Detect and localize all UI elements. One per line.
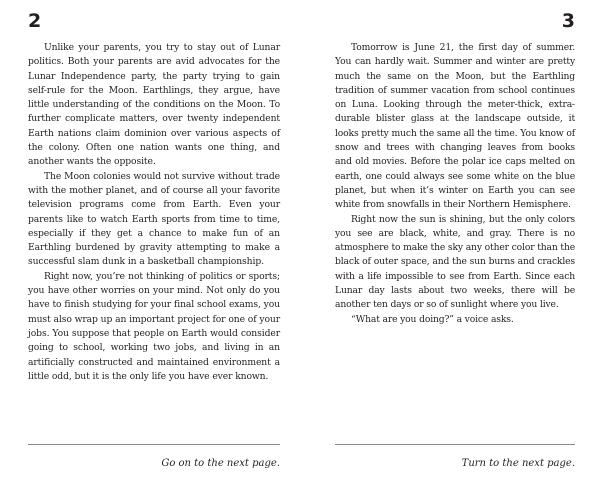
body-text bbox=[28, 41, 280, 384]
footer-instruction: Go on to the next page. bbox=[161, 458, 280, 469]
paragraph: Right now, you’re not thinking of politics or sports; you have other worries on your mind. Not only do you have to finish studying for your final school exams, you must also wrap up an important project for one of your jobs. You suppose that people on Earth would consider going to school, working two jobs, and living in an artificially constructed and maintained environment a little odd, but it is the only life you have ever known. bbox=[28, 270, 280, 382]
footer-divider bbox=[335, 444, 575, 445]
paragraph: Unlike your parents, you try to stay out of Lunar politics. Both your parents are avid advocates for the Lunar Independence party, the party trying to gain self-rule for the Moon. Earthlings, they argue, have little understanding of the conditions on the Moon. To further complicate matters, over twenty independent Earth nations claim dominion over various aspects of the colony. Often one nation wants one thing, and another wants the opposite. bbox=[28, 42, 280, 168]
body-text bbox=[335, 41, 575, 327]
paragraph: Tomorrow is June 21, the first day of summer. You can hardly wait. Summer and winter are pretty much the same on the Moon, but the Earthling tradition of summer vacation from school continues on Luna. Looking through the meter-thick, extra-durable blister glass at the landscape outside, it looks pretty much the same all the time. You know of snow and trees with changing leaves from books and old movies. Before the polar ice caps melted on earth, one could always see some white on the blue planet, but when it’s winter on Earth you can see white from snowfalls in their Northern Hemisphere. bbox=[335, 42, 575, 211]
page-number: 3 bbox=[561, 10, 575, 32]
paragraph: Right now the sun is shining, but the only colors you see are black, white, and gray. There is no atmosphere to make the sky any other color than the black of outer space, and the sun burns and crackles with a life impossible to see from Earth. Since each Lunar day lasts about two weeks, there will be another ten days or so of sunlight where you live. bbox=[335, 213, 575, 311]
left-page bbox=[28, 0, 280, 492]
footer-divider bbox=[28, 444, 280, 445]
page-number: 2 bbox=[28, 10, 42, 32]
right-page bbox=[335, 0, 575, 492]
paragraph: The Moon colonies would not survive without trade with the mother planet, and of course all your favorite television programs come from Earth. Even your parents like to watch Earth sports from time to time, especially if they get a chance to make fun of an Earthling burdened by gravity attempting to make a successful slam dunk in a basketball championship. bbox=[28, 170, 280, 268]
paragraph: “What are you doing?” a voice asks. bbox=[351, 313, 514, 325]
footer-instruction: Turn to the next page. bbox=[461, 458, 575, 469]
